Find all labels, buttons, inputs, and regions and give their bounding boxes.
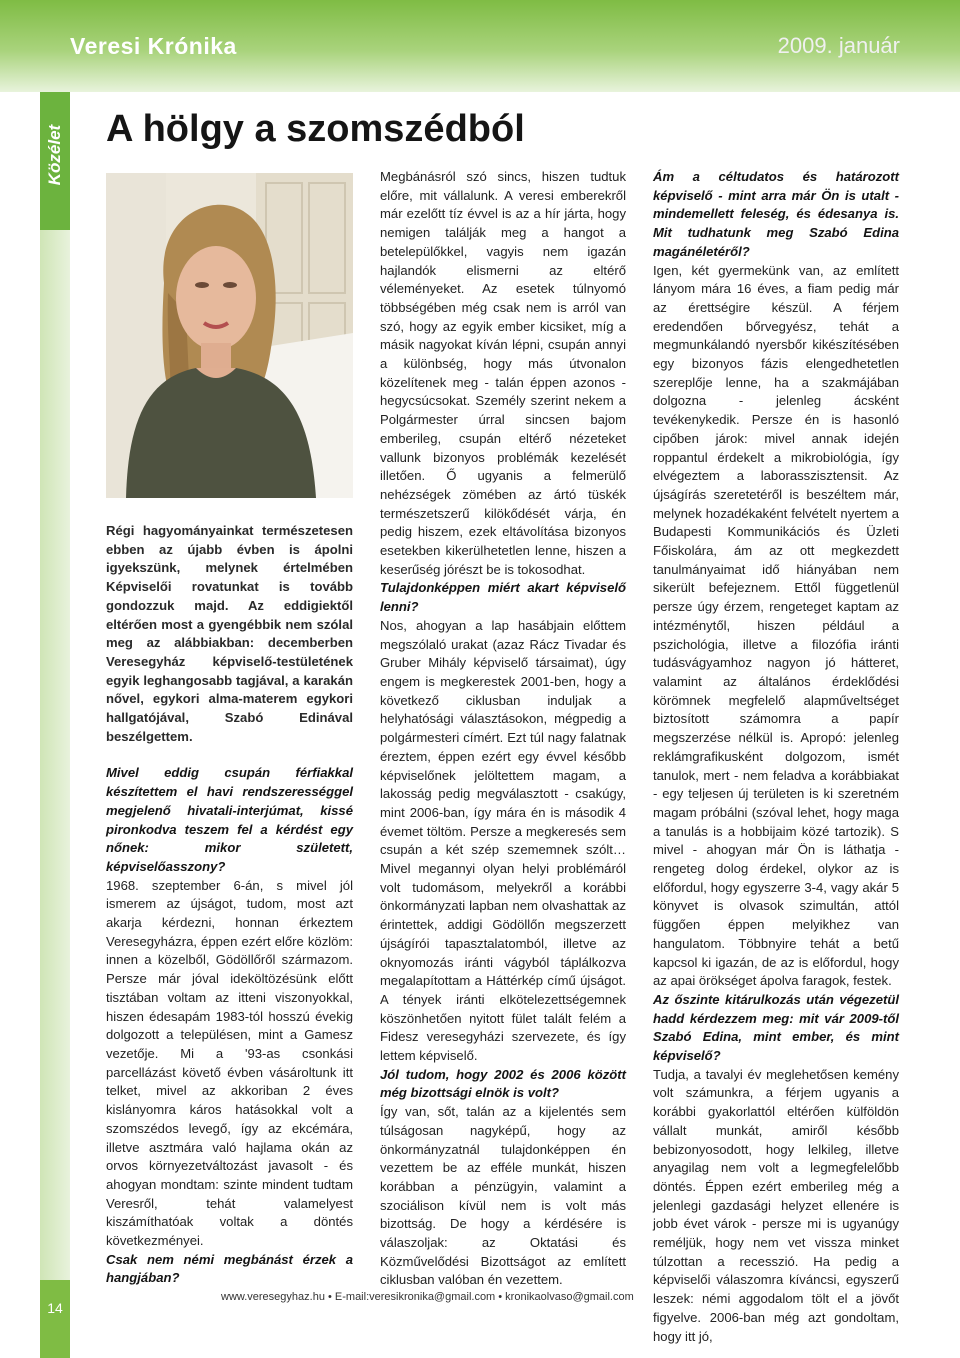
page-number-box xyxy=(40,1280,70,1358)
answer: Nos, ahogyan a lap hasábjain előttem megszólaló urakat (azaz Rácz Tivadar és Gruber Mihály képviselő társaimat), úgy engem is megkerestek 2001-ben, hogy a következő ciklusban induljak a helyhatósági választásokon, mégpedig a polgármesteri címért. Ezt túl nagy falatnak éreztem, éppen ezért egy évvel később képviselőnek jelöltettem magam, a lakosság pedig megválasztott - csakúgy, mint 2006-ban, így mára én is második 4 évemet töltöm. Persze a megkeresés sem csupán a két szép szememnek szólt… Mivel megannyi olyan helyi problémáról volt tudomásom, melyekről a korábbi önkormányzati lapban nem olvashattak az érintettek, addigi Gödöllőn megszerzett újságírói tapasztalatomból, illetve az oknyomozás iránti vágyból táplálkozva megalapítottam a Háttérkép című újságot. A tények iránti elkötelezettségemnek köszönhetően nyitott fület talált felém a Fidesz veresegyházi szervezete, és így lettem képviselő. xyxy=(380,617,626,1064)
answer: 1968. szeptember 6-án, s mivel jól ismerem az újságot, tudom, most azt akarja kérdezni, honnan érkeztem Veresegyházra, éppen ezért előre közlöm: innen a közelből, Gödöllőről származom. Persze már jóval ideköltözésünk előtt tisztában voltam az itteni viszonyokkal, hiszen édesapám 1983-tól hosszú évekig dolgozott a településen, mint a Gamesz vezetője. Mi a '93-as csonkási parcellázást követő évben vásároltunk itt telket, mivel az akkoriban 2 éves kislányomra káros hatásokkal volt a szomszédos levegő, így az ekcémára, illetve asztmára való hajlama okán az orvos környezetváltozást javasolt - és ahogyan mondtam: szinte mindent tudtam Veresről, tehát valamelyest kiszámíthatóak voltak a döntés következményei. xyxy=(106,877,353,1249)
answer: Megbánásról szó sincs, hiszen tudtuk előre, mit vállalunk. A veresi emberekről már ezelőtt tíz évvel is az a hír járta, hogy nemigen találják meg a hangot a betelepülőkkel, vagyis nem igazán hajlandók elismerni az eltérő véleményeket. Az esetek túlnyomó többségében még csak nem is arról van szó, hogy az egyik ember kicsiket, míg a másik nagyokat kíván lépni, csupán annyi a különbség, hogy más útvonalon közelítenek meg - talán éppen azonos - hegycsúcsokat. Személy szerint nekem a Polgármester úrral sincsen bajom emberileg, csupán eltérő nézeteket vallunk bizonyos problémák kezelését illetően. Ő ugyanis a felmerülő nehézségek zömében az ártó tüskék természetszerű kilökődését várja, én pedig hiszem, ezek eltávolítása bizonyos esetekben kikerülhetetlen lenne, hiszen a keserűség jórészt be is tokosodhat. xyxy=(380,169,626,577)
footer-contacts: www.veresegyhaz.hu • E-mail:veresikronika@gmail.com • kronikaolvaso@gmail.com xyxy=(221,1291,634,1303)
answer: Igen, két gyermekünk van, az említett lányom mára 16 éves, a fiam pedig már az érettségire készül. A férjem eredendően bőrvegyész, tehát a megmunkálandó nyersbőr kikészítésében egy bizonyos fázis elengedhetetlen szereplője lenne, ha a szakmájában dolgozna - jelenleg ácsként tevékenykedik. Persze én is hasonló cipőben járok: mivel annak idején roppantul érdekelt a mikrobiológia, így elvégeztem a laborasszisztensit. Az újságírás szeretetéről is beszéltem már, melynek hozadékaként felvételt nyertem a Budapesti Kommunikációs és Üzleti Főiskolára, ám az ott megkezdett tanulmányaimat idő hiányában nem sikerült befejeznem. Ettől függetlenül persze úgy érzem, rengeteget kaptam az intézménytől, hiszen például a pszichológia, illetve a filozófia iránti tudásvágyamhoz nagyon jó hátteret, valamint az általános érdeklődési körömnek megfelelő alapműveltséget biztosított számomra a papír megszerzése nélkül is. Apropó: jelenleg reklámgrafikusként dolgozom, ismét tanulok, mert - nem feladva a korábbiakat - egy teljesen új területen is ki szeretném magam próbálni (szóval lehet, hogy maga a tanulás is a hobbijaim közé tartozik). S mivel - ahogyan már Ön is láthatja - rengeteg dolog érdekel, olykor az is előfordul, hogy egyszerre 3-4, vagy akár 5 könyvet is olvasok szimultán, attól függően éppen melyikhez van hangulatom. Többnyire tehát a betű kapcsol ki igazán, de az is előfordul, hogy az apai örökséget ápolva faragok, festek. xyxy=(653,262,899,989)
question: Jól tudom, hogy 2002 és 2006 között még bizottsági elnök is volt? xyxy=(380,1066,626,1101)
question: Mivel eddig csupán férfiakkal készítettem el havi rendszerességgel megjelenő hivatali-interjúmat, kissé pironkodva teszem fel a kérdést egy nőnek: mikor született, képviselőasszony? xyxy=(106,765,353,874)
answer: Így van, sőt, talán az a kijelentés sem túlságosan nagyképű, hogy az önkormányzatnál tulajdonképpen én vezettem be az efféle munkát, hiszen korábban a pénzügyin, valamint a szociálison kívül nem is volt más bizottság. De hogy a kérdésére is válaszoljak: az Oktatási és Közművelődési Bizottságot az említett ciklusban valóban én vezettem. xyxy=(380,1104,626,1288)
question: Az őszinte kitárulkozás után végezetül hadd kérdezzem meg: mit vár 2009-től Szabó Edina, mint ember, és mint képviselő? xyxy=(653,991,899,1064)
question: Tulajdonképpen miért akart képviselő lenni? xyxy=(380,580,626,615)
publication-title: Veresi Krónika xyxy=(70,33,237,59)
portrait-photo xyxy=(106,173,353,498)
page-number: 14 xyxy=(47,1300,63,1316)
article-title: A hölgy a szomszédból xyxy=(106,108,525,150)
page-header xyxy=(0,0,960,92)
question: Ám a céltudatos és határozott képviselő - mint arra már Ön is utalt - mindemellett feleség, és édesanya is. Mit tudhatunk meg Szabó Edina magánéletéről? xyxy=(653,169,899,259)
answer: Tudja, a tavalyi év meglehetősen kemény volt számunkra, a férjem ugyanis a korábbi gyakorlattól eltérően külföldön vállalt munkát, amiről később bebizonyosodott, hogy lelkileg, illetve anyagilag nem volt a legmegfelelőbb döntés. Éppen ezért emberileg még a jelenlegi gazdasági helyzet ellenére is jobb évet várok - persze mi is ugyanúgy reméljük, hogy nem vet vissza minket túlzottan a recesszió. Ha pedig a képviselői válaszomra kíváncsi, egyszerű leszek: némi aggodalom tölt el a jövőt figyelve. 2006-ban még azt gondoltam, hogy itt jó, xyxy=(653,1066,899,1344)
issue-date: 2009. január xyxy=(777,33,900,58)
side-strip xyxy=(40,92,70,1358)
column-2 xyxy=(380,168,626,1290)
column-1 xyxy=(106,522,353,1288)
column-3 xyxy=(653,168,899,1346)
section-label: Közélet xyxy=(45,124,64,186)
question: Csak nem némi megbánást érzek a hangjában? xyxy=(106,1251,353,1286)
article-lead: Régi hagyományainkat természetesen ebben az újabb évben is ápolni igyekszünk, melynek értelmében Képviselői rovatunkat is tovább gondozzuk majd. Az eddigiektől eltérően most a gyengébbik nem szólal meg az alábbiakban: decemberben Veresegyház képviselő-testületének egyik leghangosabb tagjával, a karakán nővel, egykori alma-materem egykori hallgatójával, Szabó Edinával beszélgettem. xyxy=(106,523,353,744)
